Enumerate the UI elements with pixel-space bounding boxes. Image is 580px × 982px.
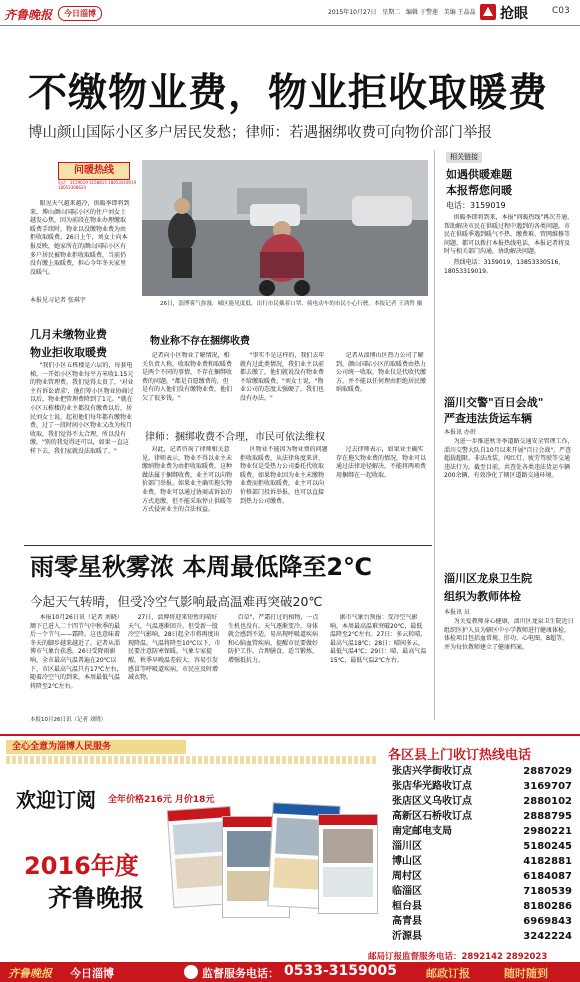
- weather-col2: [128, 614, 222, 714]
- ad-station-list: [392, 764, 572, 944]
- station-row: [392, 824, 572, 839]
- masthead-weekday: 星期二: [382, 9, 401, 16]
- lawyer-text: 对此，记者咨询了律师相关意见。律师表示，物业不得以业主未缴纳物业费为由拒收取暖费，这种做法属于捆绑收费，业主可以向物价部门举报。如果业主确实拖欠物业费，物业可以通过协商或诉讼的方式追缴，但不能采取停止供暖等方式侵害业主的合法权益。: [142, 446, 232, 514]
- page-number: C03: [552, 6, 570, 16]
- weather-col3: [228, 614, 322, 714]
- masthead-editor: 编辑 于警莲: [406, 9, 438, 16]
- masthead-art: 美编 王晶晶: [443, 9, 476, 16]
- station-row: [392, 794, 572, 809]
- station-tel: 8180286: [523, 901, 572, 912]
- side-link-title-2: 本报帮您问暖: [446, 184, 512, 197]
- hotline-banner: [58, 162, 130, 180]
- lawyer-col3: [336, 446, 428, 538]
- station-name: 沂源县: [392, 931, 422, 942]
- weather-text: 本报10月26日讯（记者 刘晓）额下已进入二十四节气中秋季的最后一个节气——霜降。这也意味着冬天的脚步越来越近了。记者从淄博市气象台获悉，26日受降雨影响，全市最高气温普遍在20℃以下，市区最高气温只有17℃左右，随着冷空气的到来，本周最低气温将降至2℃左右。: [30, 614, 123, 690]
- lawyer-title: 律师：捆绑收费不合理，市民可依法维权: [145, 432, 325, 443]
- ad-welcome: 欢迎订阅: [16, 788, 96, 812]
- footer-mail-sub: 邮政订报: [426, 967, 470, 980]
- lawyer-col2: [240, 446, 328, 538]
- weather-byline: 本报10月26日讯（记者 刘晓）: [30, 717, 107, 723]
- station-tel: 2980221: [523, 826, 572, 837]
- station-tel: 3242224: [523, 931, 572, 942]
- sub2-text2: "事实不是这样的，我们去年就有过此类情况，我们业主以前都去缴了，他们就说没有物业费不给缴取暖费。"刘女士说，"物业公司的态度太强硬了，我们也没有办法。": [240, 352, 325, 402]
- footer-edition: 今日淄博: [70, 967, 114, 980]
- station-tel: 2880102: [523, 796, 572, 807]
- ad-section: [0, 734, 580, 982]
- station-row: [392, 914, 572, 929]
- station-name: 张店兴学街收订点: [392, 766, 472, 777]
- weather-col1: [30, 614, 124, 714]
- station-name: 桓台县: [392, 901, 422, 912]
- sub2-col2: [240, 352, 328, 422]
- traffic-title-1: 淄川交警"百日会战": [444, 396, 544, 409]
- station-tel: 5180245: [523, 841, 572, 852]
- news-photo: [142, 160, 428, 296]
- lawyer-text3: 过去律师表示，如果业主确实存在拖欠物业费的情况，物业可以通过法律途径解决，不能将两项费用捆绑在一起收取。: [336, 446, 427, 479]
- lawyer-col1: [142, 446, 232, 538]
- traffic-title-2: 严查违法货运车辆: [444, 412, 532, 425]
- ad-paper-4: [318, 814, 378, 914]
- station-name: 张店华光路收订点: [392, 781, 472, 792]
- side-link-label: [446, 152, 482, 163]
- station-tel: 7180539: [523, 886, 572, 897]
- station-tel: 6184087: [523, 871, 572, 882]
- weather-rule: [24, 545, 432, 546]
- photo-caption: 26日，淄博雾气弥漫，城区能见度低，出行市民戴着口罩、骑电动车的市民小心行驶。本报记者 王鸿哲 摄: [160, 301, 423, 307]
- station-row: [392, 764, 572, 779]
- weather-title: 雨零星秋雾浓 本周最低降至2℃: [30, 553, 373, 581]
- masthead: [0, 0, 580, 26]
- health-title-2: 组织为教师体检: [444, 590, 521, 603]
- weather-subtitle: 今起天气转晴，但受冷空气影响最高温难再突破20℃: [30, 594, 323, 609]
- station-name: 高青县: [392, 916, 422, 927]
- masthead-edition: 今日淄博: [64, 9, 96, 18]
- station-row: [392, 899, 572, 914]
- ad-footer: [0, 962, 580, 982]
- traffic-byline: 本报讯 办班: [444, 429, 476, 436]
- phone-icon: [184, 965, 198, 979]
- main-headline: 不缴物业费，物业拒收取暖费: [28, 71, 549, 116]
- ad-stripe: [6, 756, 376, 764]
- traffic-text: 为进一步推进秋冬季道路交通安全管理工作，淄川交警大队自10月以来开展"百日会战"，严查超载超限、非法改装、闯红灯、疲劳驾驶等交通违法行为。截至目前，共查处各类违法货运车辆200余辆，有效净化了辖区道路交通环境。: [444, 438, 574, 480]
- traffic-body: [444, 438, 574, 558]
- ad-promo-paper: 齐鲁晚报: [48, 884, 144, 912]
- section-icon: [480, 4, 496, 20]
- sub2-text: 记者向小区物业了解情况，相关负责人称，收取物业费和取暖费是两个不同的事情，不存在捆绑收费的问题。"都是自愿缴费的，但是有的人他们没有缴物业费，他们欠了很多钱。": [142, 352, 232, 402]
- sub1-body: [30, 362, 134, 534]
- lead-story: [30, 200, 130, 280]
- weather-text2: 27日，淄博将迎来短暂的晴好天气，气温逐渐回升。但受新一股冷空气影响，28日起全市将再度出现降温，气温将降至10℃以下，市民要注意防寒保暖。气象专家提醒，秋季早晚温差较大，容易引发感冒等呼吸道疾病，市民应及时增减衣物。: [128, 614, 221, 682]
- footer-accept: 随时随到: [504, 967, 548, 980]
- masthead-info: [328, 8, 476, 17]
- ad-price: 全年价格216元 月价18元: [108, 795, 215, 805]
- lead-story-text: 眼见天气越来越冷，供暖季即将到来，博山颜山国际小区的住户刘女士越发心焦，因为前段在物业办理缴取暖费手续时，物业以没缴物业费为由拒收取暖费。26日上午，刘女士向本报反映，她家所在的颜山国际小区有多户居民被物业拒收取暖费，当前仍没有缴上取暖费，担心今年冬天家里没暖气。: [30, 200, 130, 276]
- sidebar-divider: [434, 150, 435, 720]
- station-name: 淄川区: [392, 841, 422, 852]
- health-body: [444, 618, 574, 718]
- masthead-brand: 齐鲁晚报: [4, 8, 53, 22]
- health-text: 为关爱教师身心健康，淄川区龙泉卫生院近日组织医护人员为辖区中小学教师进行健康体检，体检项目包括血常规、肝功、心电图、B超等，并为每位教师建立了健康档案。: [444, 618, 574, 651]
- station-tel: 2887029: [523, 766, 572, 777]
- health-byline: 本报讯 员: [444, 609, 470, 616]
- station-name: 临淄区: [392, 886, 422, 897]
- main-subtitle: 博山颜山国际小区多户居民发愁；律师：若遇捆绑收费可向物价部门举报: [28, 125, 492, 141]
- weather-text3: 百草"，严霜打过的植物，一点生机也没有。天气逐渐变冷，身体就会感到不适，易出现呼吸道疾病和心脑血管疾病，提醒市民要做好防护工作，合理膳食，适当锻炼，增强抵抗力。: [228, 614, 319, 664]
- footer-service-phone: 0533-3159005: [284, 963, 397, 979]
- side-link-title-1: 如遇供暖难题: [446, 168, 512, 181]
- station-name: 高新区石桥收订点: [392, 811, 472, 822]
- hotline-phones: 电话：3159019 3158815 18053319019 18053308624: [58, 180, 137, 190]
- side-link-body: [444, 214, 574, 334]
- station-tel: 6969843: [523, 916, 572, 927]
- sub1-title-1: 几月未缴物业费: [30, 328, 107, 341]
- side-link-label-text: 相关链接: [450, 153, 478, 161]
- masthead-rule: [0, 25, 580, 26]
- weather-col4: [330, 614, 428, 714]
- station-tel: 2888795: [523, 811, 572, 822]
- station-row: [392, 884, 572, 899]
- station-row: [392, 779, 572, 794]
- hotline-title: 问暖热线: [74, 165, 114, 176]
- health-title-1: 淄川区龙泉卫生院: [444, 572, 532, 585]
- footer-service-label: 监督服务电话：: [202, 967, 279, 980]
- station-row: [392, 869, 572, 884]
- section-label: 抢眼: [500, 6, 528, 22]
- station-name: 博山区: [392, 856, 422, 867]
- station-row: [392, 854, 572, 869]
- sub1-text: "我们小区五栋楼是六层的，每套电梯，一开始小区物业每平方米收1.15元的物业管理费。我们觉得太贵了，'对业主有诉讼请求'，他们筹小区物业协商过以后，物业把管理费降到了1元。"就在小区五栋楼的业主都没有缴费以后，居民刘女士说，起初他们每年都有缴物业费，过了一段时间小区物业又改为按月收取，我们觉得不太合理，所以没有缴。"别的我觉得还可以，如果一直这样下去，我们家就没法取暖了。": [30, 362, 134, 455]
- side-link-phone: 电话：3159019: [446, 201, 506, 210]
- lawyer-text2: 区物业不能因为物业费的问题拒收取暖费，从法律角度来讲，物业仅是受热力公司委托代收取暖费，如果物业因为业主未缴物业费而拒收取暖费，业主可以向价格部门投诉举报，也可以直接到热力公司缴费。: [240, 446, 328, 505]
- station-row: [392, 929, 572, 944]
- lead-byline: 本报见习记者 张琪宇: [30, 297, 86, 304]
- ad-slogan: 全心全意为淄博人民服务: [12, 742, 112, 752]
- sub2-title: 物业称不存在捆绑收费: [150, 336, 250, 347]
- station-tel: 4182881: [523, 856, 572, 867]
- station-name: 周村区: [392, 871, 422, 882]
- station-row: [392, 809, 572, 824]
- station-name: 张店区义乌收订点: [392, 796, 472, 807]
- sub2-col3: [336, 352, 428, 422]
- sub1-title-2: 物业拒收取暖费: [30, 346, 107, 359]
- footer-brand: 齐鲁晚报: [8, 967, 52, 980]
- ad-mail-line: 邮局订报监督服务电话：2892142 2892023: [368, 952, 548, 962]
- side-link-text2: 热线电话：3159019，13853330516，18053319019。: [444, 258, 565, 275]
- ad-slogan-bar: [6, 740, 186, 754]
- masthead-edition-badge: [58, 6, 102, 21]
- sub2-text3: 记者从淄博山区热力公司了解到，颜山国际小区的取暖费由热力公司统一收取，物业仅是代收代缴方，并不能以任何理由拒绝居民缴纳取暖费。: [336, 352, 427, 394]
- weather-text4: 据市气象台预报：受冷空气影响，本周最高温难突破20℃，最低温降至2℃左右。27日：多云转晴，最高气温18℃；28日：晴间多云，最低气温4℃；29日：晴，最高气温15℃，最低气温2℃左右。: [330, 614, 427, 664]
- station-tel: 3169707: [523, 781, 572, 792]
- station-row: [392, 839, 572, 854]
- ad-hotline-title: 各区县上门收订热线电话: [388, 748, 532, 763]
- ad-promo-year: 2016年度: [24, 852, 139, 880]
- masthead-date: 2015年10月27日: [328, 9, 377, 16]
- sub2-col1: [142, 352, 232, 422]
- station-name: 南定邮电支局: [392, 826, 452, 837]
- side-link-text: 供暖季即将到来，本报"问暖热线"再次开通，帮助解决市民在供暖过程中遇到的各类问题。市民在供暖季遇到暖气不热、缴费难、管网维修等问题，都可以拨打本报热线电话，本报记者将及时与相关部门沟通，协助解决问题。: [444, 214, 574, 256]
